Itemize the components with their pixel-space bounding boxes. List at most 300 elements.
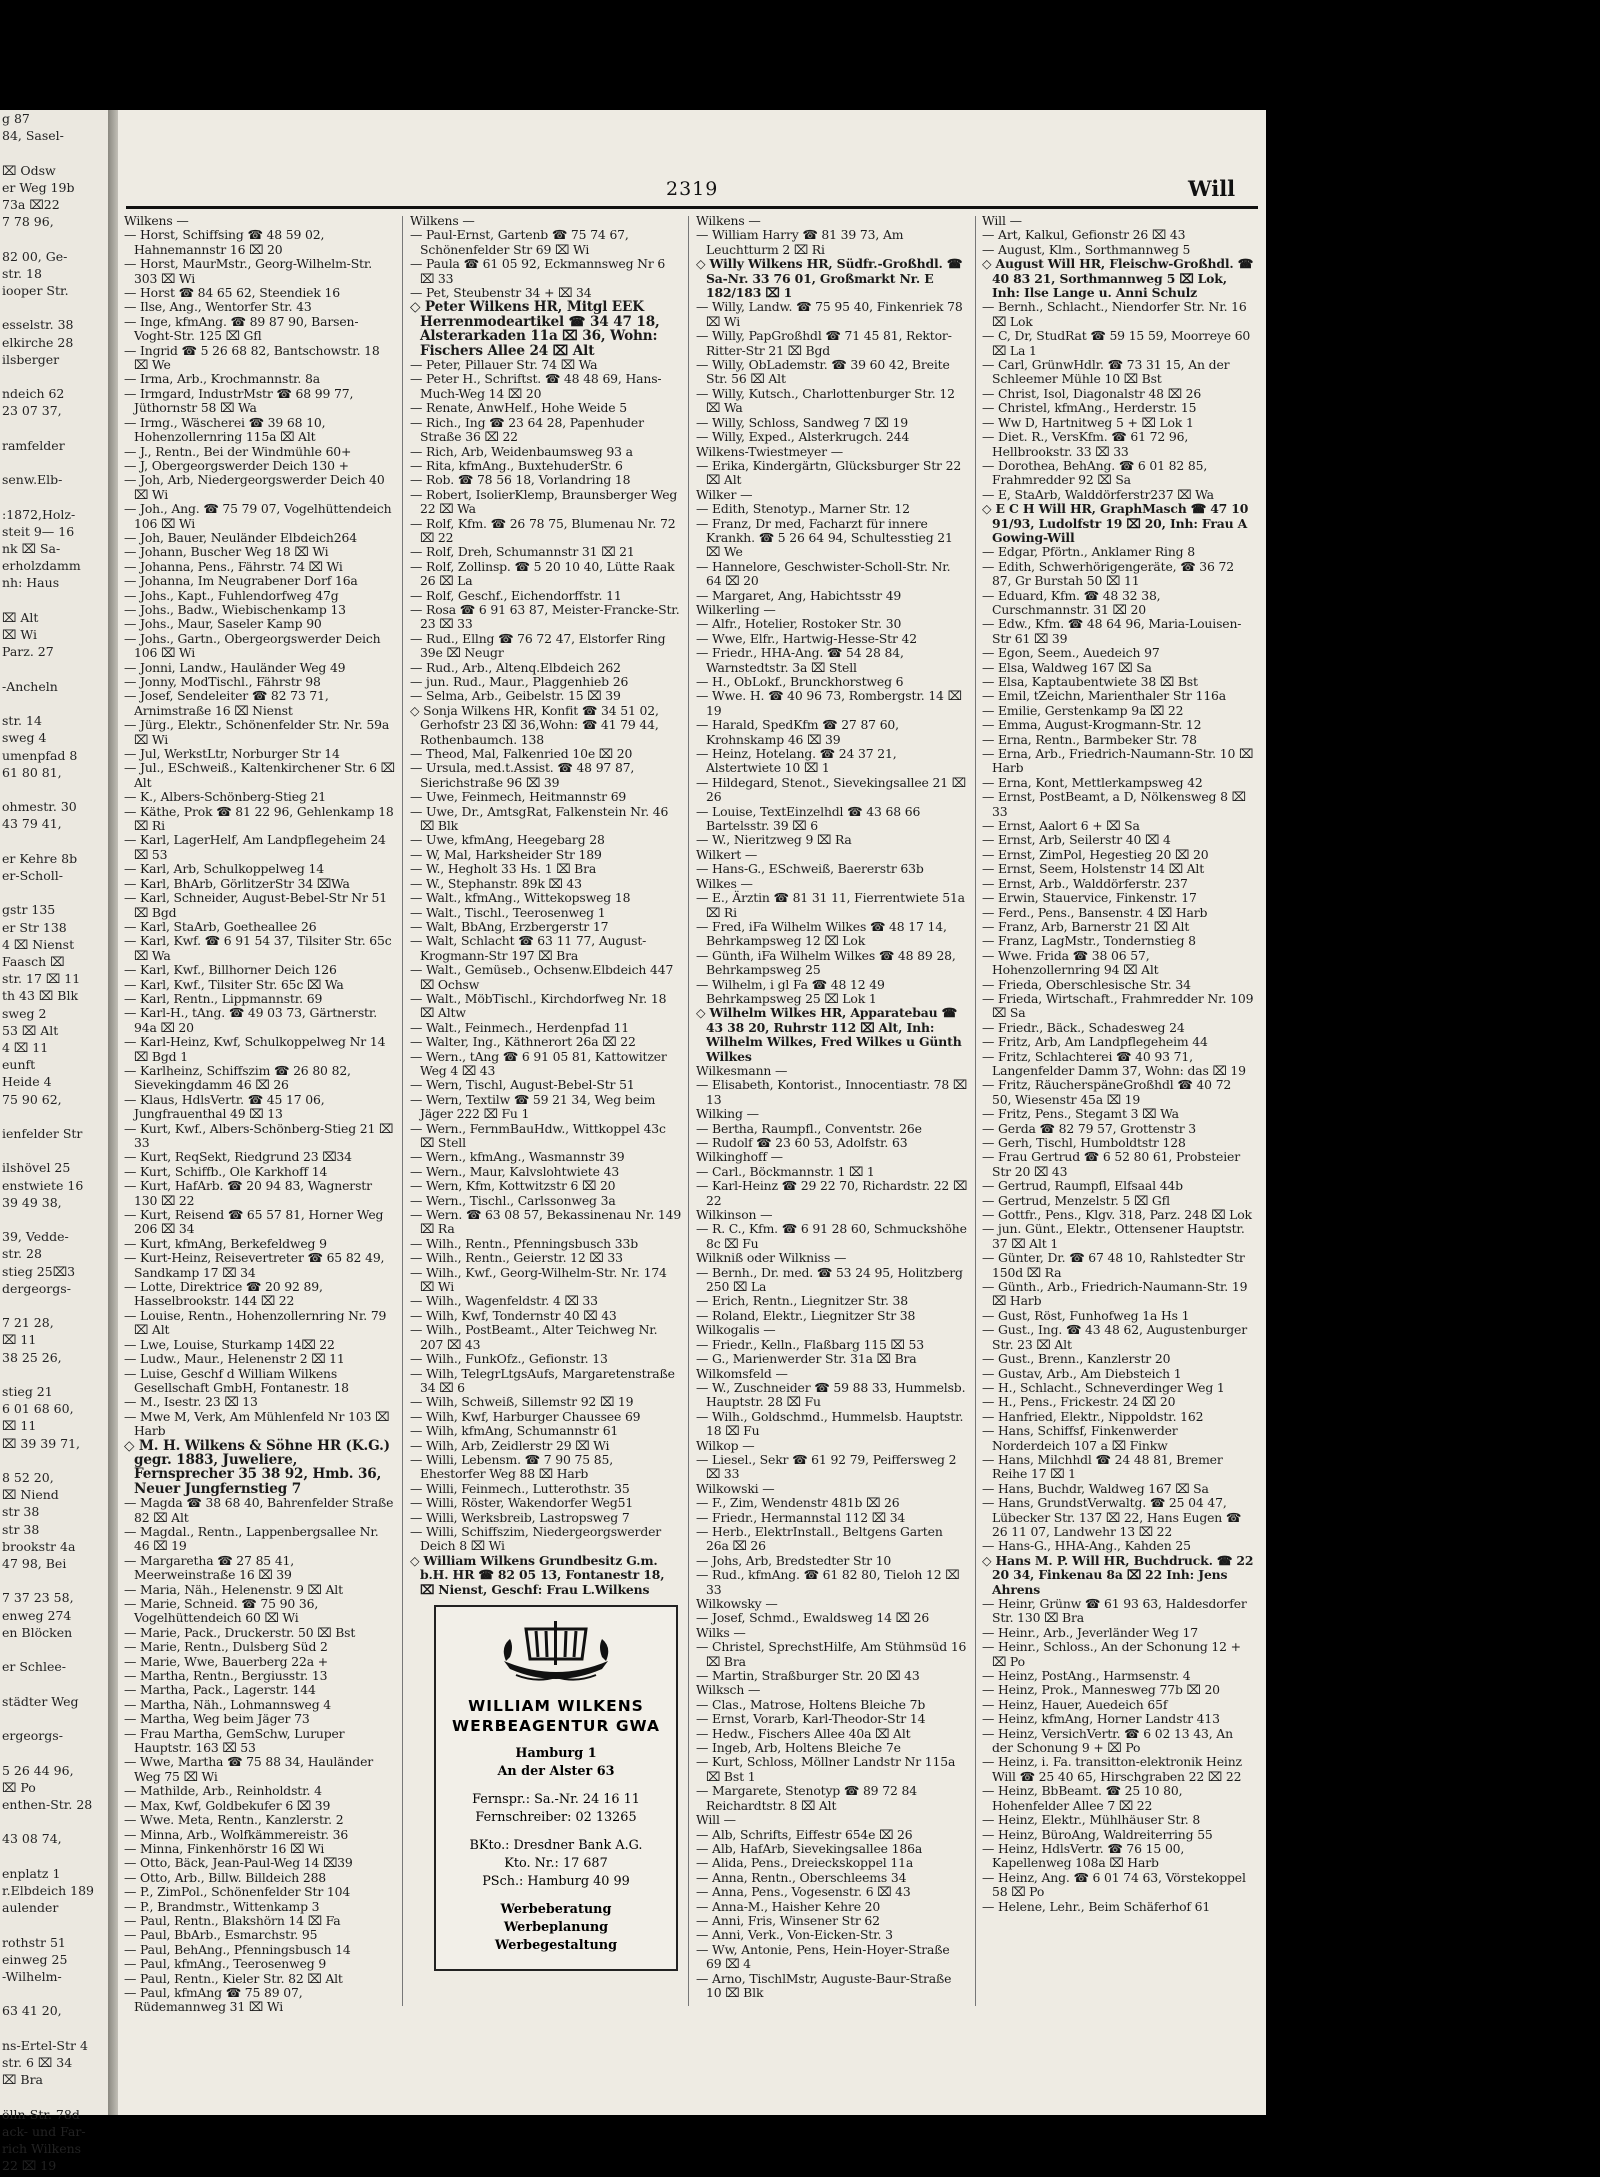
left-page-line [0, 2020, 118, 2037]
left-page-line: rich Wilkens [2, 2140, 82, 2156]
directory-entry: — Otto, Arb., Billw. Billdeich 288 [124, 1869, 327, 1885]
viking-ship-logo-icon [496, 1617, 616, 1687]
directory-entry: — Erna, Kont, Mettlerkampsweg 42 [982, 774, 1203, 790]
left-page-line [0, 1142, 118, 1159]
directory-entry: — Gustav, Arb., Am Diebsteich 1 [982, 1365, 1182, 1381]
advertisement-box [434, 1605, 678, 1971]
left-page-line: -Wilhelm- [2, 1968, 62, 1984]
directory-entry: — Wern., Maur, Kalvslohtwiete 43 [410, 1163, 620, 1179]
directory-entry: — Martha, Weg beim Jäger 73 [124, 1711, 310, 1727]
ad-bank: BKto.: Dresdner Bank A.G. [469, 1838, 643, 1853]
left-page-line [0, 1572, 118, 1589]
left-page-line: er Kehre 8b [2, 850, 78, 866]
directory-entry: — Pet, Steubenstr 34 + ⌧ 34 [410, 285, 592, 301]
directory-entry: ◇ William Wilkens Grundbesitz G.m. b.H. HR ☎ 82 05 13, Fontanestr 18, ⌧ Nienst, Geschf: Frau L.Wilkens [410, 1552, 665, 1597]
directory-entry: — Paul, Rentn., Kieler Str. 82 ⌧ Alt [124, 1970, 343, 1986]
directory-entry: — Margarete, Stenotyp ☎ 89 72 84 Reichardtstr. 8 ⌧ Alt [696, 1783, 917, 1813]
directory-entry: — Rudolf ☎ 23 60 53, Adolfstr. 63 [696, 1135, 908, 1150]
directory-entry: — Anna, Pens., Vogesenstr. 6 ⌧ 43 [696, 1884, 911, 1900]
left-page-line: sweg 4 [2, 730, 47, 746]
left-page-line [0, 1641, 118, 1658]
left-page-line: Heide 4 [2, 1074, 52, 1090]
left-page-line: 7 78 96, [2, 214, 54, 230]
directory-entry: — Joh, Arb, Niedergeorgswerder Deich 40 ⌧ Wi [124, 472, 385, 502]
directory-entry: — Willi, Röster, Wakendorfer Weg51 [410, 1495, 634, 1511]
directory-entry: — Wilh., Kwf., Georg-Wilhelm-Str. Nr. 174 ⌧ Wi [410, 1264, 667, 1295]
directory-entry: — Ingrid ☎ 5 26 68 82, Bantschowstr. 18 ⌧ We [124, 342, 380, 373]
directory-entry: — Wern. ☎ 63 08 57, Bekassinenau Nr. 149 ⌧ Ra [410, 1207, 682, 1237]
directory-entry: — Uwe, Dr., AmtsgRat, Falkenstein Nr. 46 ⌧ Blk [410, 803, 669, 834]
left-page-line [0, 695, 118, 712]
directory-entry: — P., Brandmstr., Wittenkamp 3 [124, 1898, 320, 1914]
directory-entry: — Uwe, Feinmech, Heitmannstr 69 [410, 789, 627, 805]
left-page-line [0, 1366, 118, 1383]
left-page-line: ⌧ Wi [2, 627, 38, 643]
directory-entry: — Walt, BbAng, Erzbergerstr 17 [410, 918, 609, 934]
directory-entry: — Harald, SpedKfm ☎ 27 87 60, Krohnskamp 46 ⌧ 39 [696, 717, 899, 747]
directory-entry: ◇ E C H Will HR, GraphMasch ☎ 47 10 91/93, Ludolfstr 19 ⌧ 20, Inh: Frau A Gowing-Will [982, 501, 1249, 545]
directory-entry: — Emil, tZeichn, Marienthaler Str 116a [982, 688, 1227, 704]
left-page-line [0, 1297, 118, 1314]
directory-entry: — G., Marienwerder Str. 31a ⌧ Bra [696, 1351, 917, 1367]
directory-entry: — Willi, Feinmech., Lutterothstr. 35 [410, 1480, 630, 1496]
ad-service: Werbeberatung [500, 1902, 612, 1917]
directory-entry: — Paul, kfmAng ☎ 75 89 07, Rüdemannweg 31 ⌧ Wi [124, 1984, 303, 2015]
directory-entry: — Wilh., Goldschmd., Hummelsb. Hauptstr. 18 ⌧ Fu [696, 1408, 964, 1439]
directory-entry: — Karl, Kwf. ☎ 6 91 54 37, Tilsiter Str. 65c ⌧ Wa [124, 933, 392, 963]
directory-entry: — Ernst, Vorarb, Karl-Theodor-Str 14 [696, 1711, 926, 1727]
directory-entry: — Walter, Ing., Käthnerort 26a ⌧ 22 [410, 1034, 636, 1050]
directory-entry: — Paul, BbArb., Esmarchstr. 95 [124, 1927, 318, 1943]
left-page-line: er Weg 19b [2, 179, 75, 195]
directory-entry: — Karl-H., tAng. ☎ 49 03 73, Gärtnerstr. 94a ⌧ 20 [124, 1005, 378, 1035]
left-page-line: th 43 ⌧ Blk [2, 988, 79, 1004]
directory-entry: — Gerh, Tischl, Humboldtstr 128 [982, 1135, 1186, 1150]
directory-entry: — Jul, WerkstLtr, Norburger Str 14 [124, 746, 340, 762]
directory-entry: — Gertrud, Raumpfl, Elfsaal 44b [982, 1178, 1183, 1194]
directory-entry: — Hans, Schiffsf, Finkenwerder Norderdeich 107 a ⌧ Finkw [982, 1423, 1178, 1453]
directory-entry: — Johs., Maur, Saseler Kamp 90 [124, 616, 322, 632]
directory-entry: — Ilse, Ang., Wentorfer Str. 43 [124, 299, 312, 315]
header-rule [126, 206, 1258, 209]
directory-entry: — Walt., Tischl., Teerosenweg 1 [410, 904, 606, 920]
directory-entry: — Paul, BehAng., Pfenningsbusch 14 [124, 1941, 351, 1957]
directory-entry: — Karl, Kwf., Billhorner Deich 126 [124, 962, 337, 978]
directory-entry: — Heinz, Hotelang. ☎ 24 37 21, Alstertwiete 10 ⌧ 1 [696, 746, 897, 776]
directory-entry: — Karl-Heinz, Kwf, Schulkoppelweg Nr 14 ⌧ Bgd 1 [124, 1034, 386, 1064]
directory-entry: ◇ August Will HR, Fleischw-Großhdl. ☎ 40 83 21, Sorthmannweg 5 ⌧ Lok, Inh: Ilse Lange u. Anni Schulz [982, 256, 1254, 301]
directory-entry: Wilkniß oder Wilkniss — [696, 1250, 847, 1266]
left-page-line: r.Elbdeich 189 [2, 1882, 94, 1898]
directory-entry: Will — [696, 1812, 736, 1828]
directory-entry: — Roland, Elektr., Liegnitzer Str 38 [696, 1307, 916, 1323]
directory-entry: — Edith, Schwerhörigengeräte, ☎ 36 72 87, Gr Burstah 50 ⌧ 11 [982, 558, 1235, 589]
left-page-line: steit 9— 16 [2, 523, 75, 539]
directory-entry: Wilkes — [696, 875, 753, 891]
left-page-line: 47 98, Bei [2, 1556, 67, 1572]
directory-entry: — W, Mal, Harksheider Str 189 [410, 846, 602, 862]
left-page-line: 39 49 38, [2, 1194, 62, 1210]
directory-entry: — H., ObLokf., Brunckhorstweg 6 [696, 674, 904, 689]
directory-entry: — Christ, Isol, Diagonalstr 48 ⌧ 26 [982, 385, 1202, 401]
directory-entry: — Johann, Buscher Weg 18 ⌧ Wi [124, 544, 329, 560]
directory-entry: — Rita, kfmAng., BuxtehuderStr. 6 [410, 457, 623, 473]
directory-entry: — Ernst, ZimPol, Hegestieg 20 ⌧ 20 [982, 846, 1209, 862]
directory-entry: — Irma, Arb., Krochmannstr. 8a [124, 371, 320, 387]
directory-entry: — Willy, Landw. ☎ 75 95 40, Finkenriek 78 ⌧ Wi [696, 299, 963, 329]
directory-entry: — Wern, Textilw ☎ 59 21 34, Weg beim Jäger 222 ⌧ Fu 1 [410, 1091, 656, 1122]
left-page-line: ölln-Str. 78d [2, 2106, 80, 2122]
directory-entry: — Erwin, Stauervice, Finkenstr. 17 [982, 890, 1197, 906]
directory-entry: — Karl, Arb, Schulkoppelweg 14 [124, 861, 324, 877]
directory-entry: — Peter, Pillauer Str. 74 ⌧ Wa [410, 357, 598, 373]
directory-entry: — Uwe, kfmAng, Heegebarg 28 [410, 832, 605, 848]
left-page-line [0, 2088, 118, 2105]
directory-entry: — Joh., Ang. ☎ 75 79 07, Vogelhüttendeich 106 ⌧ Wi [124, 501, 392, 531]
directory-entry: — H., Pens., Frickestr. 24 ⌧ 20 [982, 1394, 1176, 1410]
directory-entry: Wilkens-Twiestmeyer — [696, 443, 843, 459]
left-page-line: 23 07 37, [2, 403, 62, 419]
left-page-line: brookstr 4a [2, 1538, 76, 1554]
ad-company-name: WILLIAM WILKENS [468, 1697, 644, 1715]
left-page-line [0, 661, 118, 678]
directory-entry: — Willy, ObLademstr. ☎ 39 60 42, Breite Str. 56 ⌧ Alt [696, 357, 950, 387]
left-page-line [0, 1675, 118, 1692]
directory-entry: Wilkogalis — [696, 1322, 776, 1338]
left-page-line: ⌧ 39 39 71, [2, 1435, 81, 1451]
left-page-line: rothstr 51 [2, 1934, 66, 1950]
left-page-line: str. 17 ⌧ 11 [2, 971, 81, 987]
directory-entry: — Frau Gertrud ☎ 6 52 80 61, Probsteier Str 20 ⌧ 43 [982, 1149, 1241, 1179]
directory-entry: — Elisabeth, Kontorist., Innocentiastr. 78 ⌧ 13 [696, 1077, 968, 1107]
directory-entry: — Paul, kfmAng., Teerosenweg 9 [124, 1956, 327, 1972]
left-page-line: ramfelder [2, 437, 65, 453]
column-divider [688, 216, 689, 2006]
left-page-line [0, 1452, 118, 1469]
left-page-line: ergeorgs- [2, 1728, 63, 1744]
left-page-line [0, 488, 118, 505]
directory-entry: — Marie, Schneid. ☎ 75 90 36, Vogelhüttendeich 60 ⌧ Wi [124, 1596, 319, 1626]
directory-entry: — Heinz, kfmAng, Horner Landstr 413 [982, 1711, 1220, 1727]
directory-entry: — Edgar, Pförtn., Anklamer Ring 8 [982, 544, 1195, 560]
directory-entry: — Rolf, Zollinsp. ☎ 5 20 10 40, Lütte Raak 26 ⌧ La [410, 558, 675, 589]
left-page-line: 75 90 62, [2, 1091, 62, 1107]
left-page-line [0, 1813, 118, 1830]
left-page-line: ⌧ Odsw [2, 162, 56, 178]
running-head: Will [1188, 176, 1236, 201]
left-page-line: nk ⌧ Sa- [2, 541, 61, 557]
directory-entry: — Hans, Buchdr, Waldweg 167 ⌧ Sa [982, 1480, 1209, 1496]
directory-entry: — J., Rentn., Bei der Windmühle 60+ [124, 443, 352, 459]
directory-entry: — Wilhelm, i gl Fa ☎ 48 12 49 Behrkampsweg 25 ⌧ Lok 1 [696, 976, 885, 1006]
directory-entry: — Heinz, VersichVertr. ☎ 6 02 13 43, An der Schonung 9 + ⌧ Po [982, 1725, 1233, 1756]
left-page-line [0, 454, 118, 471]
left-page-line: enweg 274 [2, 1607, 72, 1623]
directory-entry: — M., Isestr. 23 ⌧ 13 [124, 1394, 258, 1410]
directory-entry: — Selma, Arb., Geibelstr. 15 ⌧ 39 [410, 688, 621, 704]
directory-entry: — Gottfr., Pens., Klgv. 318, Parz. 248 ⌧ Lok [982, 1207, 1252, 1223]
directory-entry: — Fritz, Pens., Stegamt 3 ⌧ Wa [982, 1106, 1179, 1122]
directory-entry: — Wilh., FunkOfz., Gefionstr. 13 [410, 1351, 608, 1367]
left-page-line: en Blöcken [2, 1624, 73, 1640]
left-page-line: gstr 135 [2, 902, 56, 918]
directory-entry: — Johs., Kapt., Fuhlendorfweg 47g [124, 587, 339, 603]
directory-entry: — Gust, Röst, Funhofweg 1a Hs 1 [982, 1307, 1190, 1323]
left-page-line: str. 28 [2, 1246, 42, 1262]
directory-entry: — Ernst, PostBeamt, a D, Nölkensweg 8 ⌧ 33 [982, 789, 1246, 819]
directory-entry: — Frieda, Wirtschaft., Frahmredder Nr. 109 ⌧ Sa [982, 990, 1254, 1021]
directory-entry: — Walt., kfmAng., Wittekopsweg 18 [410, 890, 631, 906]
left-page-line: :1872,Holz- [2, 506, 76, 522]
directory-entry: — Rich., Ing ☎ 23 64 28, Papenhuder Straße 36 ⌧ 22 [410, 414, 644, 445]
directory-entry: — Paul-Ernst, Gartenb ☎ 75 74 67, Schönenfelder Str 69 ⌧ Wi [410, 227, 629, 257]
directory-entry: — Karl, LagerHelf, Am Landpflegeheim 24 ⌧ 53 [124, 832, 386, 862]
directory-entry: — William Harry ☎ 81 39 73, Am Leuchtturm 2 ⌧ Ri [696, 227, 904, 257]
directory-entry: — Willy, Kutsch., Charlottenburger Str. 12 ⌧ Wa [696, 385, 955, 416]
directory-entry: — Heinz, HdlsVertr. ☎ 76 15 00, Kapellenweg 108a ⌧ Harb [982, 1840, 1185, 1871]
directory-entry: — Erna, Rentn., Barmbeker Str. 78 [982, 731, 1197, 747]
ad-telex: Fernschreiber: 02 13265 [475, 1810, 637, 1825]
directory-entry: — Gust., Ing. ☎ 43 48 62, Augustenburger Str. 23 ⌧ Alt [982, 1322, 1247, 1352]
left-page-line: aulender [2, 1900, 59, 1916]
left-page-line: ⌧ Alt [2, 609, 39, 625]
directory-entry: — Frieda, Oberschlesische Str. 34 [982, 976, 1191, 992]
directory-entry: — Friedr., HHA-Ang. ☎ 54 28 84, Warnstedtstr. 3a ⌧ Stell [696, 645, 904, 675]
directory-entry: — Günter, Dr. ☎ 67 48 10, Rahlstedter Str 150d ⌧ Ra [982, 1250, 1245, 1280]
directory-entry: Wilkowsky — [696, 1596, 778, 1611]
directory-entry: — Heinz, Elektr., Mühlhäuser Str. 8 [982, 1812, 1201, 1828]
directory-entry: — J, Obergeorgswerder Deich 130 + [124, 457, 349, 473]
directory-entry: — H., Schlacht., Schneverdinger Weg 1 [982, 1379, 1225, 1395]
left-page-line: 6 01 68 60, [2, 1401, 74, 1417]
directory-entry: — Willi, Werksbreib, Lastropsweg 7 [410, 1509, 630, 1525]
directory-entry: — Alb, HafArb, Sievekingsallee 186a [696, 1840, 923, 1856]
left-page-line: städter Weg [2, 1693, 79, 1709]
directory-entry: — R. C., Kfm. ☎ 6 91 28 60, Schmuckshöhe 8c ⌧ Fu [696, 1221, 967, 1251]
left-page-line: str 38 [2, 1521, 40, 1537]
directory-entry: — Karl, Rentn., Lippmannstr. 69 [124, 990, 323, 1006]
directory-entry: — Max, Kwf, Goldbekufer 6 ⌧ 39 [124, 1797, 331, 1813]
left-page-line: 4 ⌧ Nienst [2, 936, 75, 952]
directory-entry: — Peter H., Schriftst. ☎ 48 48 69, Hans-Much-Weg 14 ⌧ 20 [410, 371, 662, 401]
left-page-line: einweg 25 [2, 1951, 68, 1967]
left-page-line: ⌧ Bra [2, 2072, 43, 2088]
directory-entry: — Gertrud, Menzelstr. 5 ⌧ Gfl [982, 1192, 1170, 1208]
ad-phone: Fernspr.: Sa.-Nr. 24 16 11 [472, 1792, 640, 1807]
directory-entry: Wilkowski — [696, 1480, 775, 1496]
directory-entry: — E, StaArb, Walddörferstr237 ⌧ Wa [982, 486, 1214, 502]
directory-entry: — Paul, Rentn., Blakshörn 14 ⌧ Fa [124, 1912, 341, 1928]
left-page-line [0, 1916, 118, 1933]
left-page-line: 43 79 41, [2, 816, 62, 832]
directory-entry: — Erika, Kindergärtn, Glücksburger Str 22 ⌧ Alt [696, 457, 962, 488]
directory-entry: — Marie, Rentn., Dulsberg Süd 2 [124, 1639, 328, 1655]
left-page-line: er Str 138 [2, 919, 67, 935]
directory-entry: — Jul., ESchweiß., Kaltenkirchener Str. 6 ⌧ Alt [124, 760, 395, 790]
left-page-line: str. 6 ⌧ 34 [2, 2054, 73, 2070]
directory-entry: — Marie, Pack., Druckerstr. 50 ⌧ Bst [124, 1624, 356, 1640]
directory-entry: — Helene, Lehr., Beim Schäferhof 61 [982, 1898, 1211, 1914]
directory-entry: — C, Dr, StudRat ☎ 59 15 59, Moorreye 60 ⌧ La 1 [982, 328, 1251, 358]
left-page-line [0, 1744, 118, 1761]
directory-entry: — Josef, Schmd., Ewaldsweg 14 ⌧ 26 [696, 1610, 930, 1626]
directory-entry: — Dorothea, BehAng. ☎ 6 01 82 85, Frahmredder 92 ⌧ Sa [982, 457, 1208, 488]
left-page-line: enplatz 1 [2, 1865, 61, 1881]
directory-entry: — Renate, AnwHelf., Hohe Weide 5 [410, 400, 627, 416]
directory-entry: — Magdal., Rentn., Lappenbergsallee Nr. 46 ⌧ 19 [124, 1523, 379, 1554]
directory-entry: — Klaus, HdlsVertr. ☎ 45 17 06, Jungfrauenthal 49 ⌧ 13 [124, 1091, 325, 1122]
directory-entry: — Wern., kfmAng., Wasmannstr 39 [410, 1149, 625, 1165]
column-divider [402, 216, 403, 2006]
left-page-line [0, 299, 118, 316]
directory-entry: Wilkens — [410, 213, 475, 228]
directory-entry: — August, Klm., Sorthmannweg 5 [982, 241, 1191, 257]
directory-entry: — Johs., Gartn., Obergeorgswerder Deich 106 ⌧ Wi [124, 630, 381, 661]
directory-entry: — Wilh., Wagenfeldstr. 4 ⌧ 33 [410, 1293, 598, 1309]
directory-entry: — Minna, Finkenhörstr 16 ⌧ Wi [124, 1840, 325, 1856]
directory-entry: — Heinz, PostAng., Harmsenstr. 4 [982, 1668, 1191, 1684]
directory-entry: — Friedr., Hermannstal 112 ⌧ 34 [696, 1509, 906, 1525]
directory-entry: — W., Hegholt 33 Hs. 1 ⌧ Bra [410, 861, 597, 877]
directory-entry: — Wwe, Elfr., Hartwig-Hesse-Str 42 [696, 630, 918, 646]
directory-entry: — Diet. R., VersKfm. ☎ 61 72 96, Hellbrookstr. 33 ⌧ 33 [982, 429, 1189, 459]
directory-entry: ◇ M. H. Wilkens & Söhne HR (K.G.) gegr. 1883, Juweliere, Fernsprecher 35 38 92, Hmb. 36, Neuer Jungfernstieg 7 [124, 1437, 390, 1497]
directory-entry: — Günth., Arb., Friedrich-Naumann-Str. 19 ⌧ Harb [982, 1279, 1248, 1309]
directory-entry: Wilking — [696, 1106, 759, 1122]
directory-entry: — Willi, Schiffszim, Niedergeorgswerder Deich 8 ⌧ Wi [410, 1523, 662, 1554]
left-page-line: umenpfad 8 [2, 747, 78, 763]
column-3 [696, 214, 968, 2000]
directory-entry: — Ferd., Pens., Bansenstr. 4 ⌧ Harb [982, 904, 1208, 920]
directory-entry: — Alb, Schrifts, Eiffestr 654e ⌧ 26 [696, 1826, 913, 1842]
left-page-fragment [0, 110, 118, 2174]
left-page-line [0, 884, 118, 901]
directory-entry: — Kurt, Kwf., Albers-Schönberg-Stieg 21 ⌧ 33 [124, 1120, 394, 1150]
left-page-line: ⌧ 11 [2, 1418, 37, 1434]
directory-entry: — Eduard, Kfm. ☎ 48 32 38, Curschmannstr. 31 ⌧ 20 [982, 587, 1161, 617]
left-page-line: str. 14 [2, 713, 42, 729]
directory-entry: — Kurt, Schiffb., Ole Karkhoff 14 [124, 1163, 328, 1179]
directory-entry: — Erich, Rentn., Liegnitzer Str. 38 [696, 1293, 908, 1309]
directory-entry: — Martin, Straßburger Str. 20 ⌧ 43 [696, 1668, 920, 1684]
directory-entry: Will — [982, 213, 1022, 228]
directory-entry: — Anni, Verk., Von-Eicken-Str. 3 [696, 1927, 893, 1943]
directory-entry: — Johs., Badw., Wiebischenkamp 13 [124, 601, 346, 617]
directory-entry: — Magda ☎ 38 68 40, Bahrenfelder Straße 82 ⌧ Alt [124, 1495, 394, 1525]
directory-entry: — Jürg., Elektr., Schönenfelder Str. Nr. 59a ⌧ Wi [124, 717, 390, 747]
directory-entry: — Heinr, Grünw ☎ 61 93 63, Haldesdorfer Str. 130 ⌧ Bra [982, 1596, 1247, 1626]
left-page-line: 38 25 26, [2, 1349, 62, 1365]
directory-entry: — Wilh, TelegrLtgsAufs, Margaretenstraße 34 ⌧ 6 [410, 1365, 675, 1395]
left-page-line: ilsberger [2, 351, 60, 367]
left-page-line [0, 144, 118, 161]
directory-entry: — Wern, Tischl, August-Bebel-Str 51 [410, 1077, 635, 1093]
directory-entry: — Kurt, ReqSekt, Riedgrund 23 ⌧34 [124, 1149, 352, 1165]
directory-entry: — Gerda ☎ 82 79 57, Grottenstr 3 [982, 1120, 1197, 1136]
directory-entry: — Karl, Kwf., Tilsiter Str. 65c ⌧ Wa [124, 976, 344, 992]
directory-entry: — Minna, Arb., Wolfkämmereistr. 36 [124, 1826, 349, 1842]
left-page-line: stieg 25⌧3 [2, 1263, 76, 1279]
left-page-line [0, 1710, 118, 1727]
directory-entry: — Ingeb, Arb, Holtens Bleiche 7e [696, 1740, 901, 1756]
directory-entry: Wilkert — [696, 846, 758, 862]
directory-entry: — Wwe. Meta, Rentn., Kanzlerstr. 2 [124, 1812, 344, 1828]
directory-entry: — Art, Kalkul, Gefionstr 26 ⌧ 43 [982, 227, 1186, 243]
directory-entry: — Hans, GrundstVerwaltg. ☎ 25 04 47, Lübecker Str. 137 ⌧ 22, Hans Eugen ☎ 26 11 07, Landwehr 13 ⌧ 22 [982, 1495, 1242, 1539]
left-page-line: 39, Vedde- [2, 1229, 69, 1245]
directory-entry: — Karlheinz, Schiffszim ☎ 26 80 82, Sievekingdamm 46 ⌧ 26 [124, 1062, 351, 1093]
left-page-line: ienfelder Str [2, 1125, 83, 1141]
directory-entry: — Hildegard, Stenot., Sievekingsallee 21 ⌧ 26 [696, 774, 966, 805]
directory-entry: — Edith, Stenotyp., Marner Str. 12 [696, 501, 910, 517]
left-page-line: er Schlee- [2, 1659, 66, 1675]
directory-page [118, 110, 1266, 2115]
column-1 [124, 214, 396, 2015]
ad-bank-number: Kto. Nr.: 17 687 [504, 1856, 608, 1871]
left-page-line: 43 08 74, [2, 1831, 62, 1847]
directory-entry: — Wern, Kfm, Kottwitzstr 6 ⌧ 20 [410, 1178, 616, 1194]
directory-entry: — Käthe, Prok ☎ 81 22 96, Gehlenkamp 18 ⌧ Ri [124, 803, 394, 834]
directory-entry: — Rud., kfmAng. ☎ 61 82 80, Tieloh 12 ⌧ 33 [696, 1567, 960, 1597]
directory-entry: — Walt., Gemüseb., Ochsenw.Elbdeich 447 ⌧ Ochsw [410, 962, 674, 992]
left-page-line: stieg 21 [2, 1384, 53, 1400]
directory-entry: — Wilh, Schweiß, Sillemstr 92 ⌧ 19 [410, 1394, 634, 1410]
left-page-line: ack- und Far- [2, 2123, 86, 2139]
directory-entry: — Elsa, Waldweg 167 ⌧ Sa [982, 659, 1152, 675]
directory-entry: ◇ Peter Wilkens HR, Mitgl EEK Herrenmodeartikel ☎ 34 47 18, Alsterarkaden 11a ⌧ 36, Wohn: Fischers Allee 24 ⌧ Alt [410, 299, 660, 359]
directory-entry: — Christel, SprechstHilfe, Am Stühmsüd 16 ⌧ Bra [696, 1639, 967, 1669]
directory-entry: — Rolf, Kfm. ☎ 26 78 75, Blumenau Nr. 72 ⌧ 22 [410, 515, 676, 545]
directory-entry: — Martha, Näh., Lohmannsweg 4 [124, 1696, 332, 1712]
directory-entry: — Rosa ☎ 6 91 63 87, Meister-Francke-Str. 23 ⌧ 33 [410, 601, 680, 632]
directory-entry: — Fritz, Schlachterei ☎ 40 93 71, Langenfelder Damm 37, Wohn: das ⌧ 19 [982, 1048, 1246, 1078]
directory-entry: — Jonni, Landw., Hauländer Weg 49 [124, 659, 346, 675]
directory-entry: — Christel, kfmAng., Herderstr. 15 [982, 400, 1197, 416]
directory-entry: — Hans-G., ESchweiß, Baererstr 63b [696, 861, 924, 877]
left-page-line: 53 ⌧ Alt [2, 1022, 59, 1038]
directory-entry: — Johanna, Im Neugrabener Dorf 16a [124, 573, 358, 589]
directory-entry: — Lwe, Louise, Sturkamp 14⌧ 22 [124, 1336, 335, 1352]
directory-entry: — Willy, Schloss, Sandweg 7 ⌧ 19 [696, 414, 908, 430]
directory-entry: — Kurt, kfmAng, Berkefeldweg 9 [124, 1235, 327, 1251]
left-page-line [0, 420, 118, 437]
left-page-line: 7 37 23 58, [2, 1590, 74, 1606]
ad-service: Werbeplanung [503, 1920, 609, 1935]
directory-entry: — Heinz, BüroAng, Waldreiterring 55 [982, 1826, 1213, 1842]
directory-entry: — Hannelore, Geschwister-Scholl-Str. Nr. 64 ⌧ 20 [696, 558, 951, 589]
directory-entry: — E., Ärztin ☎ 81 31 11, Fierrentwiete 51a ⌧ Ri [696, 890, 965, 920]
directory-entry: — Günth, iFa Wilhelm Wilkes ☎ 48 89 28, Behrkampsweg 25 [696, 947, 956, 978]
directory-entry: — Heinz, Hauer, Auedeich 65f [982, 1696, 1168, 1712]
directory-entry: — Louise, Rentn., Hohenzollernring Nr. 79 ⌧ Alt [124, 1307, 387, 1338]
left-page-line: 61 80 81, [2, 764, 62, 780]
directory-entry: — Margaretha ☎ 27 85 41, Meerweinstraße 16 ⌧ 39 [124, 1552, 295, 1583]
directory-entry: — Franz, LagMstr., Tondernstieg 8 [982, 933, 1196, 949]
directory-entry: — Frau Martha, GemSchw, Luruper Hauptstr. 163 ⌧ 53 [124, 1725, 345, 1756]
directory-entry: — Heinz, i. Fa. transitton-elektronik Heinz Will ☎ 25 40 65, Hirschgraben 22 ⌧ 22 [982, 1754, 1242, 1784]
directory-entry: — Edw., Kfm. ☎ 48 64 96, Maria-Louisen-Str 61 ⌧ 39 [982, 616, 1242, 646]
directory-entry: ◇ Willy Wilkens HR, Südfr.-Großhdl. ☎ Sa-Nr. 33 76 01, Großmarkt Nr. E 182/183 ⌧ 1 [696, 256, 963, 301]
directory-entry: — Heinz, Ang. ☎ 6 01 74 63, Vörstekoppel 58 ⌧ Po [982, 1869, 1246, 1900]
directory-entry: Wilkerling — [696, 601, 776, 617]
left-page-line: eunft [2, 1057, 36, 1073]
directory-entry: — Kurt-Heinz, Reisevertreter ☎ 65 82 49, Sandkamp 17 ⌧ 34 [124, 1250, 385, 1280]
directory-entry: — Gust., Brenn., Kanzlerstr 20 [982, 1351, 1171, 1367]
left-page-line: esselstr. 38 [2, 317, 74, 333]
directory-entry: — Alfr., Hotelier, Rostoker Str. 30 [696, 616, 902, 632]
directory-entry: — Elsa, Kaptaubentwiete 38 ⌧ Bst [982, 674, 1198, 689]
left-page-line: sweg 2 [2, 1005, 47, 1021]
